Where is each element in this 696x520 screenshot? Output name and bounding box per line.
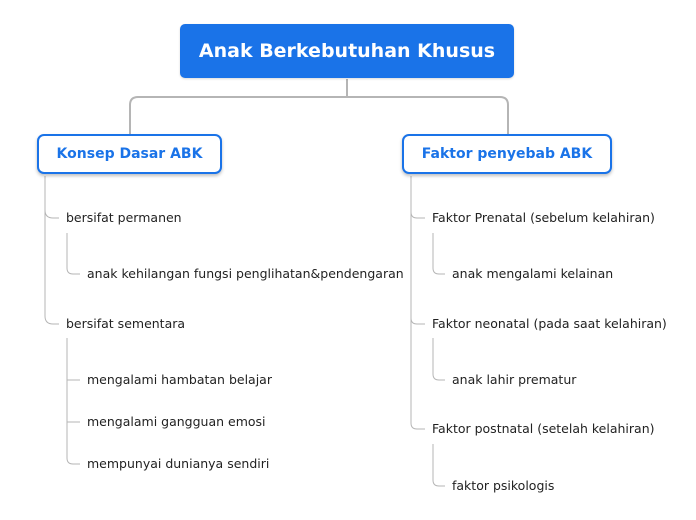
connector-right-trunk [411,176,425,429]
subtopic-faktor-neonatal[interactable]: Faktor neonatal (pada saat kelahiran) [432,316,667,331]
subtopic-faktor-postnatal[interactable]: Faktor postnatal (setelah kelahiran) [432,421,655,436]
connector-left-permanen [67,233,80,274]
leaf-mengalami-kelainan[interactable]: anak mengalami kelainan [452,266,614,281]
connector-right-prenatal [433,233,445,274]
subtopic-faktor-prenatal[interactable]: Faktor Prenatal (sebelum kelahiran) [432,210,655,225]
topic-konsep-dasar-label: Konsep Dasar ABK [56,146,203,162]
leaf-dunianya-sendiri[interactable]: mempunyai dunianya sendiri [87,456,270,471]
topic-konsep-dasar[interactable] [37,134,222,174]
leaf-gangguan-emosi[interactable]: mengalami gangguan emosi [87,414,266,429]
root-topic-label: Anak Berkebutuhan Khusus [198,40,496,62]
leaf-hambatan-belajar[interactable]: mengalami hambatan belajar [87,372,272,387]
leaf-faktor-psikologis[interactable]: faktor psikologis [452,478,555,493]
leaf-lahir-prematur[interactable]: anak lahir prematur [452,372,577,387]
subtopic-bersifat-sementara[interactable]: bersifat sementara [66,316,186,331]
topic-faktor-penyebab[interactable] [402,134,612,174]
root-topic[interactable] [180,24,514,78]
connector-left-sementara [67,338,80,464]
connector-right-neonatal [433,338,445,380]
connector-left-trunk [45,176,59,324]
leaf-kehilangan-fungsi[interactable]: anak kehilangan fungsi penglihatan&pendengaran [87,266,404,281]
subtopic-bersifat-permanen[interactable]: bersifat permanen [66,210,182,225]
connector-right-postnatal [433,444,445,486]
topic-faktor-penyebab-label: Faktor penyebab ABK [421,146,593,162]
connector-root [130,79,508,134]
